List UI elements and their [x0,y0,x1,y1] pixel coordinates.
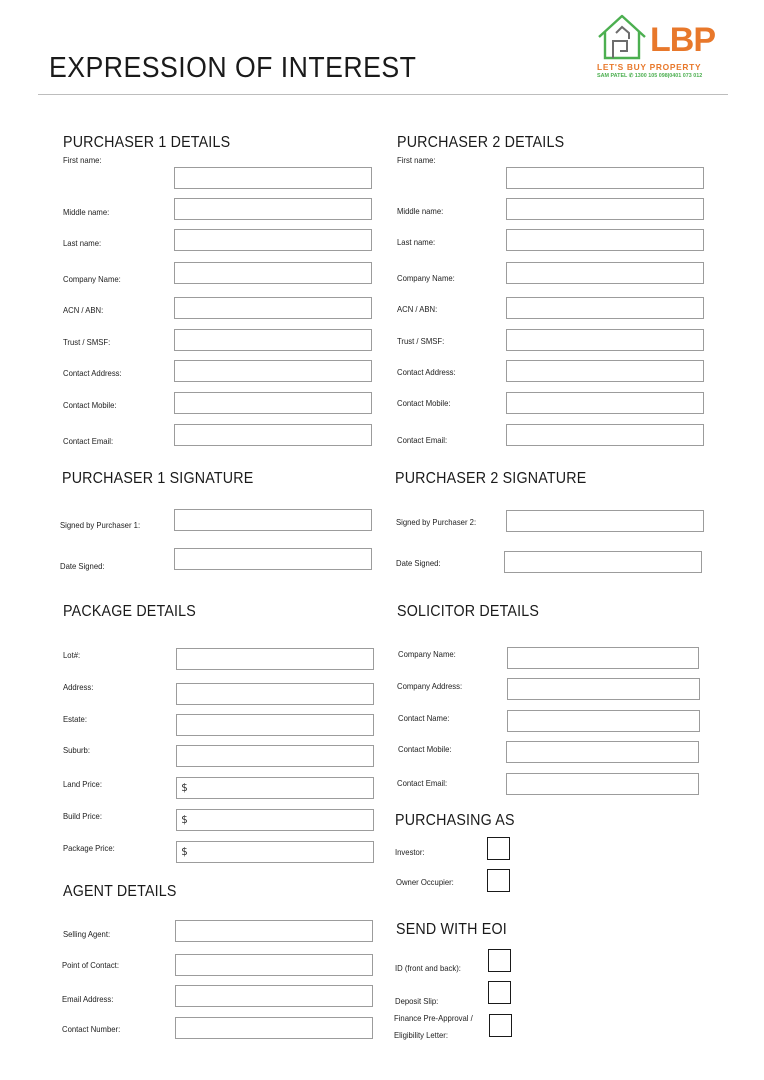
deposit-slip-checkbox[interactable] [488,981,511,1004]
purchaser2-heading: PURCHASER 2 DETAILS [397,134,565,151]
p2-first-name-field[interactable] [506,167,704,189]
p1-first-name-field[interactable] [174,167,372,189]
purchasing-as-heading: PURCHASING AS [395,812,515,829]
finance-label-line2: Eligibility Letter: [394,1030,448,1040]
deposit-slip-label: Deposit Slip: [395,996,439,1006]
logo-tagline: LET'S BUY PROPERTY [597,62,702,72]
p1-acn-field[interactable] [174,297,372,319]
p2-company-field[interactable] [506,262,704,284]
owner-occupier-checkbox[interactable] [487,869,510,892]
package-address-field[interactable] [176,683,374,705]
p1-last-name-label: Last name: [63,238,102,248]
p1-last-name-field[interactable] [174,229,372,251]
p2-mobile-label: Contact Mobile: [397,398,451,408]
p1-trust-label: Trust / SMSF: [63,337,111,347]
solicitor-mobile-label: Contact Mobile: [398,744,452,754]
p1-middle-name-field[interactable] [174,198,372,220]
lot-field[interactable] [176,648,374,670]
suburb-label: Suburb: [63,745,90,755]
package-price-label: Package Price: [63,843,115,853]
solicitor-company-field[interactable] [507,647,699,669]
id-checkbox[interactable] [488,949,511,972]
p2-middle-name-label: Middle name: [397,206,444,216]
p2-address-field[interactable] [506,360,704,382]
point-of-contact-label: Point of Contact: [62,960,119,970]
p1-address-label: Contact Address: [63,368,122,378]
p2-acn-label: ACN / ABN: [397,304,438,314]
p1-mobile-label: Contact Mobile: [63,400,117,410]
house-logo-icon [596,13,648,61]
selling-agent-label: Selling Agent: [63,929,111,939]
logo-contact: SAM PATEL ✆ 1300 105 098|0401 073 012 [597,73,703,79]
agent-heading: AGENT DETAILS [63,883,177,900]
investor-checkbox[interactable] [487,837,510,860]
p1-email-field[interactable] [174,424,372,446]
finance-checkbox[interactable] [489,1014,512,1037]
solicitor-email-field[interactable] [506,773,699,795]
p1-trust-field[interactable] [174,329,372,351]
point-of-contact-field[interactable] [175,954,373,976]
estate-label: Estate: [63,714,87,724]
p2-trust-field[interactable] [506,329,704,351]
lot-label: Lot#: [63,650,81,660]
page-title: EXPRESSION OF INTEREST [49,52,417,84]
package-heading: PACKAGE DETAILS [63,603,196,620]
p2-signature-field[interactable] [506,510,704,532]
estate-field[interactable] [176,714,374,736]
p1-date-signed-label: Date Signed: [60,561,105,571]
logo-mark: LBP [650,21,715,59]
land-price-label: Land Price: [63,779,102,789]
signature1-heading: PURCHASER 1 SIGNATURE [62,470,254,487]
land-price-currency: $ [181,781,188,794]
p2-last-name-label: Last name: [397,237,436,247]
send-with-heading: SEND WITH EOI [396,921,507,938]
investor-label: Investor: [395,847,425,857]
p1-signature-field[interactable] [174,509,372,531]
agent-number-label: Contact Number: [62,1024,121,1034]
solicitor-address-field[interactable] [507,678,700,700]
build-price-label: Build Price: [63,811,102,821]
p1-signed-by-label: Signed by Purchaser 1: [60,520,141,530]
package-price-currency: $ [181,845,188,858]
p2-email-field[interactable] [506,424,704,446]
owner-occupier-label: Owner Occupier: [396,877,454,887]
p2-last-name-field[interactable] [506,229,704,251]
p1-email-label: Contact Email: [63,436,114,446]
agent-email-label: Email Address: [62,994,114,1004]
agent-email-field[interactable] [175,985,373,1007]
signature2-heading: PURCHASER 2 SIGNATURE [395,470,587,487]
company-logo [596,13,715,85]
p1-mobile-field[interactable] [174,392,372,414]
package-address-label: Address: [63,682,94,692]
finance-label-line1: Finance Pre-Approval / [394,1013,473,1023]
p2-address-label: Contact Address: [397,367,456,377]
p1-company-field[interactable] [174,262,372,284]
suburb-field[interactable] [176,745,374,767]
p1-company-label: Company Name: [63,274,121,284]
p2-first-name-label: First name: [397,155,436,165]
p2-middle-name-field[interactable] [506,198,704,220]
p2-date-signed-label: Date Signed: [396,558,441,568]
solicitor-heading: SOLICITOR DETAILS [397,603,540,620]
p1-first-name-label: First name: [63,155,102,165]
p1-date-signed-field[interactable] [174,548,372,570]
solicitor-address-label: Company Address: [397,681,463,691]
solicitor-contact-name-label: Contact Name: [398,713,450,723]
id-label: ID (front and back): [395,963,461,973]
title-divider [38,94,728,95]
p2-date-signed-field[interactable] [504,551,702,573]
solicitor-mobile-field[interactable] [506,741,699,763]
agent-number-field[interactable] [175,1017,373,1039]
p2-email-label: Contact Email: [397,435,448,445]
p2-acn-field[interactable] [506,297,704,319]
p2-signed-by-label: Signed by Purchaser 2: [396,517,477,527]
build-price-currency: $ [181,813,188,826]
package-price-field[interactable] [176,841,374,863]
solicitor-contact-name-field[interactable] [507,710,700,732]
p2-mobile-field[interactable] [506,392,704,414]
purchaser1-heading: PURCHASER 1 DETAILS [63,134,231,151]
p1-middle-name-label: Middle name: [63,207,110,217]
selling-agent-field[interactable] [175,920,373,942]
solicitor-email-label: Contact Email: [397,778,448,788]
p2-company-label: Company Name: [397,273,455,283]
p2-trust-label: Trust / SMSF: [397,336,445,346]
p1-address-field[interactable] [174,360,372,382]
solicitor-company-label: Company Name: [398,649,456,659]
land-price-field[interactable] [176,777,374,799]
p1-acn-label: ACN / ABN: [63,305,104,315]
build-price-field[interactable] [176,809,374,831]
